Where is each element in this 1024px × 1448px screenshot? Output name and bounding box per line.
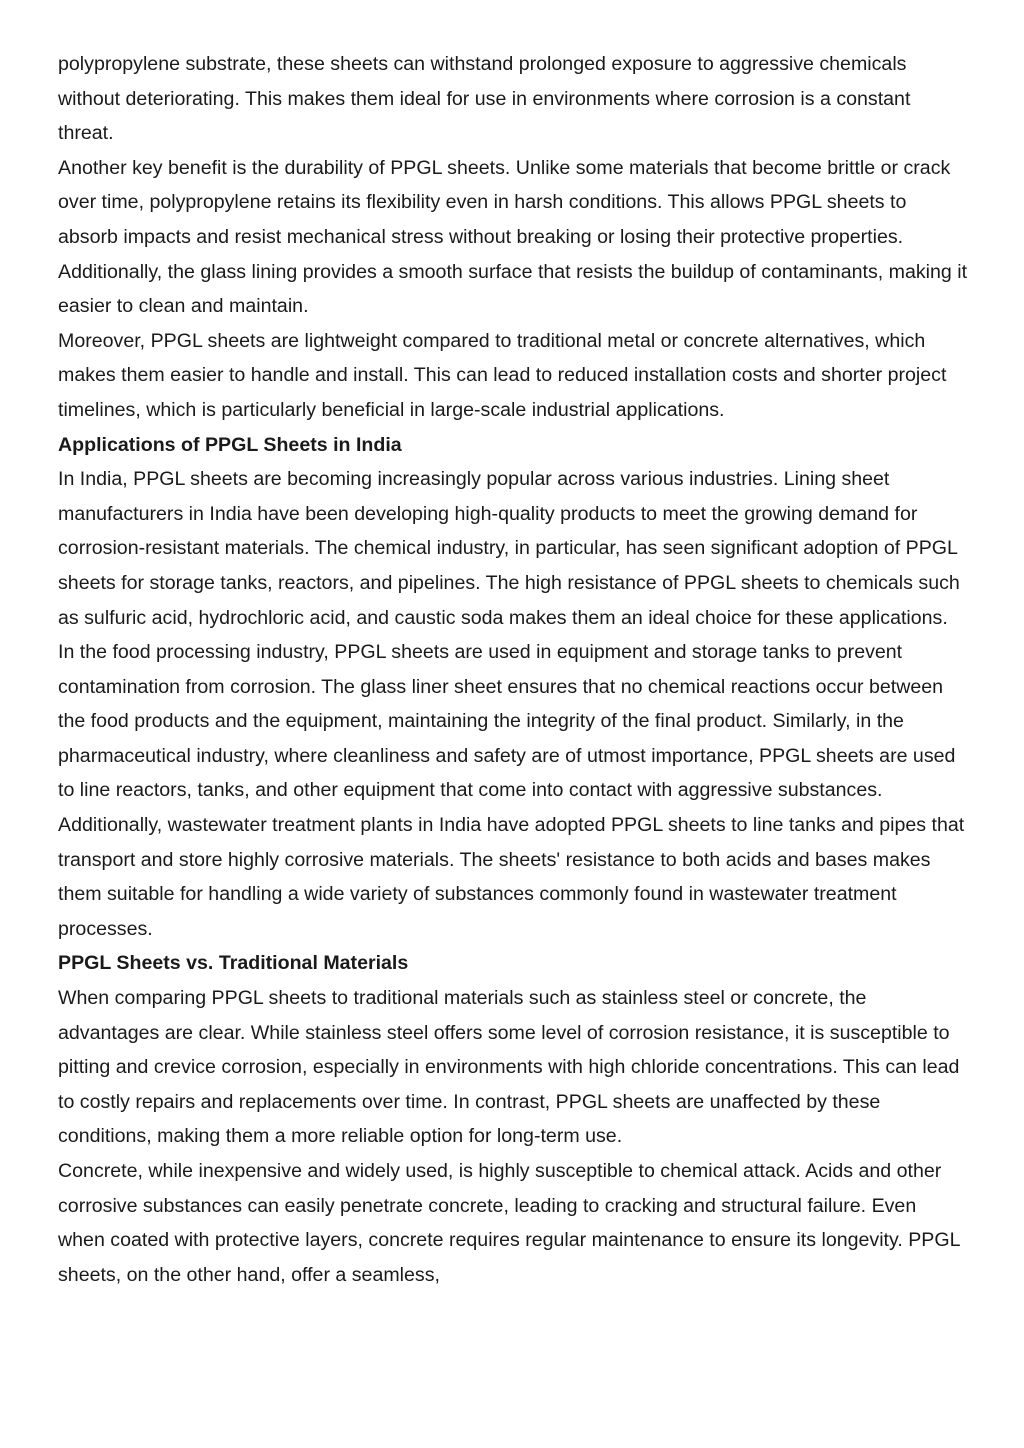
paragraph-wastewater: Additionally, wastewater treatment plants in India have adopted PPGL sheets to line tanks and pipes that transport and store highly corrosive materials. The sheets' resistance to both acids and bases makes them suitable for handling a wide variety of substances commonly found in wastewater treatment processes. xyxy=(58,814,965,940)
paragraph-india-industries: In India, PPGL sheets are becoming increasingly popular across various industries. Lining sheet manufacturers in India have been developing high-quality products to meet the growing demand for corrosion-resistant materials. The chemical industry, in particular, has seen significant adoption of PPGL sheets for storage tanks, reactors, and pipelines. The high resistance of PPGL sheets to chemicals such as sulfuric acid, hydrochloric acid, and caustic soda makes them an ideal choice for these applications. xyxy=(58,468,960,629)
paragraph-concrete: Concrete, while inexpensive and widely used, is highly susceptible to chemical attack. Acids and other corrosive substances can easily penetrate concrete, leading to cracking and structural failure. Even when coated with protective layers, concrete requires regular maintenance to ensure its longevity. PPGL sheets, on the other hand, offer a seamless, xyxy=(58,1160,960,1286)
heading-applications-in-india: Applications of PPGL Sheets in India xyxy=(58,433,402,456)
paragraph-lightweight: Moreover, PPGL sheets are lightweight compared to traditional metal or concrete alternatives, which makes them easier to handle and install. This can lead to reduced installation costs and shorter project timelines, which is particularly beneficial in large-scale industrial applications. xyxy=(58,329,947,421)
paragraph-stainless-steel: When comparing PPGL sheets to traditional materials such as stainless steel or concrete, the advantages are clear. While stainless steel offers some level of corrosion resistance, it is susceptible to pitting and crevice corrosion, especially in environments with high chloride concentrations. This can lead to costly repairs and replacements over time. In contrast, PPGL sheets are unaffected by these conditions, making them a more reliable option for long-term use. xyxy=(58,987,960,1148)
document-page xyxy=(58,47,968,1292)
paragraph-food-pharma: In the food processing industry, PPGL sheets are used in equipment and storage tanks to prevent contamination from corrosion. The glass liner sheet ensures that no chemical reactions occur between the food products and the equipment, maintaining the integrity of the final product. Similarly, in the pharmaceutical industry, where cleanliness and safety are of utmost importance, PPGL sheets are used to line reactors, tanks, and other equipment that come into contact with aggressive substances. xyxy=(58,641,956,802)
paragraph-durability: Another key benefit is the durability of PPGL sheets. Unlike some materials that become brittle or crack over time, polypropylene retains its flexibility even in harsh conditions. This allows PPGL sheets to absorb impacts and resist mechanical stress without breaking or losing their protective properties. Additionally, the glass lining provides a smooth surface that resists the buildup of contaminants, making it easier to clean and maintain. xyxy=(58,156,968,318)
heading-vs-traditional-materials: PPGL Sheets vs. Traditional Materials xyxy=(58,952,409,975)
paragraph-chemical-resistance: polypropylene substrate, these sheets can withstand prolonged exposure to aggressive chemicals without deteriorating. This makes them ideal for use in environments where corrosion is a constant threat. xyxy=(58,53,911,145)
